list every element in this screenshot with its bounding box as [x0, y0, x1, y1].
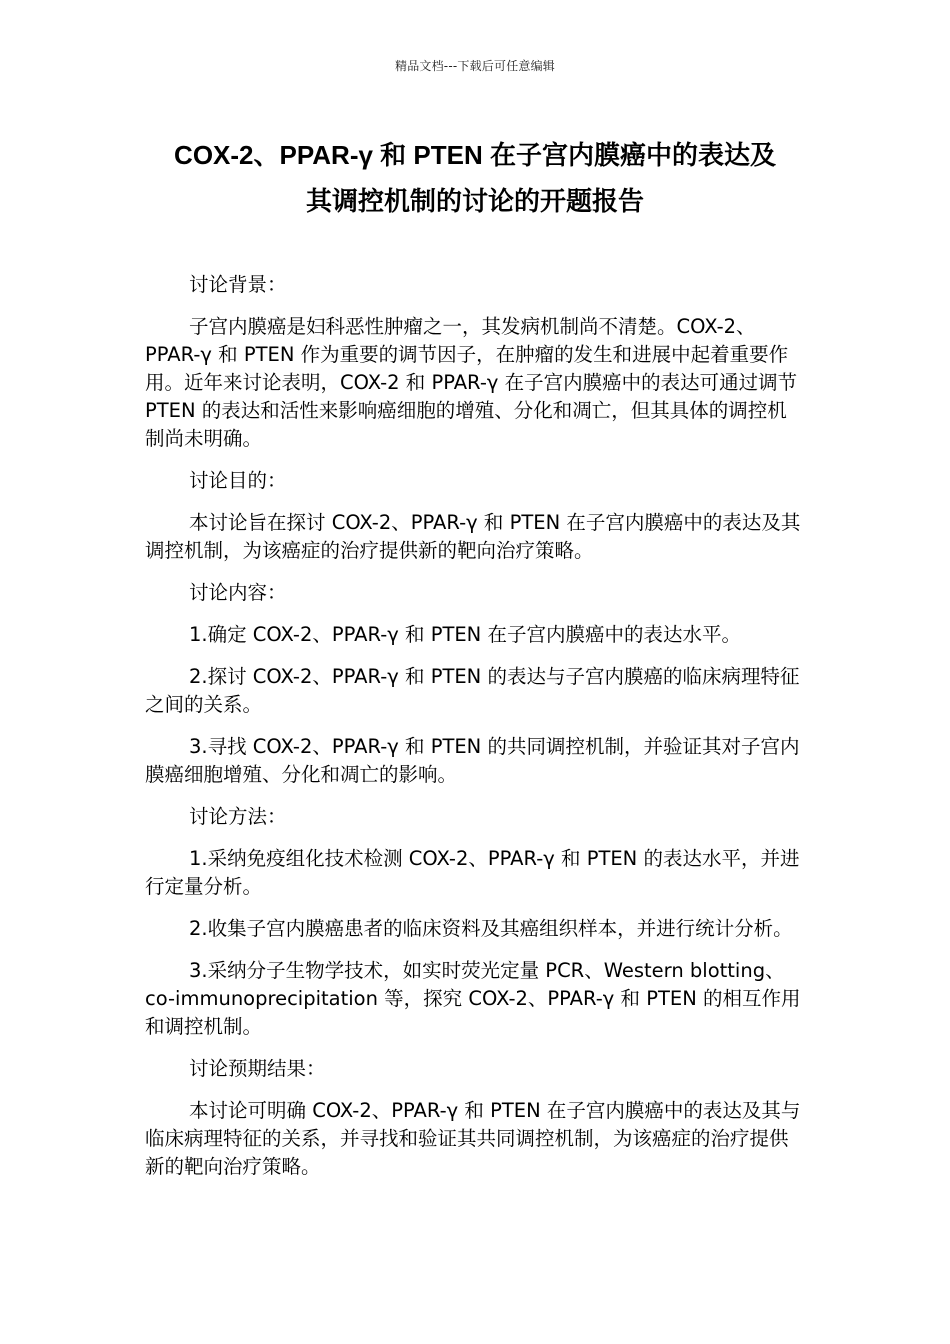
- document-title: [100, 132, 850, 224]
- paragraph-background: 子宫内膜癌是妇科恶性肿瘤之一，其发病机制尚不清楚。COX-2、PPAR-γ 和 PTEN 作为重要的调节因子，在肿瘤的发生和进展中起着重要作用。近年来讨论表明，COX-2 和 PPAR-γ 在子宫内膜癌中的表达可通过调节 PTEN 的表达和活性来影响癌细胞的增殖、分化和凋亡，但其具体的调控机制尚未明确。: [145, 315, 798, 450]
- method-item-2: 2.收集子宫内膜癌患者的临床资料及其癌组织样本，并进行统计分析。: [189, 917, 793, 940]
- section-heading-expected: 讨论预期结果：: [189, 1057, 326, 1080]
- title-line-2: 其调控机制的讨论的开题报告: [305, 186, 644, 216]
- title-line-1: COX-2、PPAR-γ 和 PTEN 在子宫内膜癌中的表达及: [174, 140, 776, 170]
- section-heading-purpose: 讨论目的：: [189, 469, 287, 492]
- paragraph-purpose: 本讨论旨在探讨 COX-2、PPAR-γ 和 PTEN 在子宫内膜癌中的表达及其调控机制，为该癌症的治疗提供新的靶向治疗策略。: [145, 511, 801, 562]
- document-body: [145, 271, 805, 1195]
- method-item-3: 3.采纳分子生物学技术，如实时荧光定量 PCR、Western blotting、co-immunoprecipitation 等，探究 COX-2、PPAR-γ 和 PTEN 的相互作用和调控机制。: [145, 959, 801, 1038]
- content-item-2: 2.探讨 COX-2、PPAR-γ 和 PTEN 的表达与子宫内膜癌的临床病理特征之间的关系。: [145, 665, 800, 716]
- page-header: 精品文档---下载后可任意编辑: [395, 59, 555, 73]
- section-heading-method: 讨论方法：: [189, 805, 287, 828]
- paragraph-expected: 本讨论可明确 COX-2、PPAR-γ 和 PTEN 在子宫内膜癌中的表达及其与临床病理特征的关系，并寻找和验证其共同调控机制，为该癌症的治疗提供新的靶向治疗策略。: [145, 1099, 801, 1178]
- content-item-3: 3.寻找 COX-2、PPAR-γ 和 PTEN 的共同调控机制，并验证其对子宫内膜癌细胞增殖、分化和凋亡的影响。: [145, 735, 800, 786]
- section-heading-content: 讨论内容：: [189, 581, 287, 604]
- method-item-1: 1.采纳免疫组化技术检测 COX-2、PPAR-γ 和 PTEN 的表达水平，并进行定量分析。: [145, 847, 800, 898]
- section-heading-background: 讨论背景：: [189, 273, 287, 296]
- content-item-1: 1.确定 COX-2、PPAR-γ 和 PTEN 在子宫内膜癌中的表达水平。: [189, 623, 741, 646]
